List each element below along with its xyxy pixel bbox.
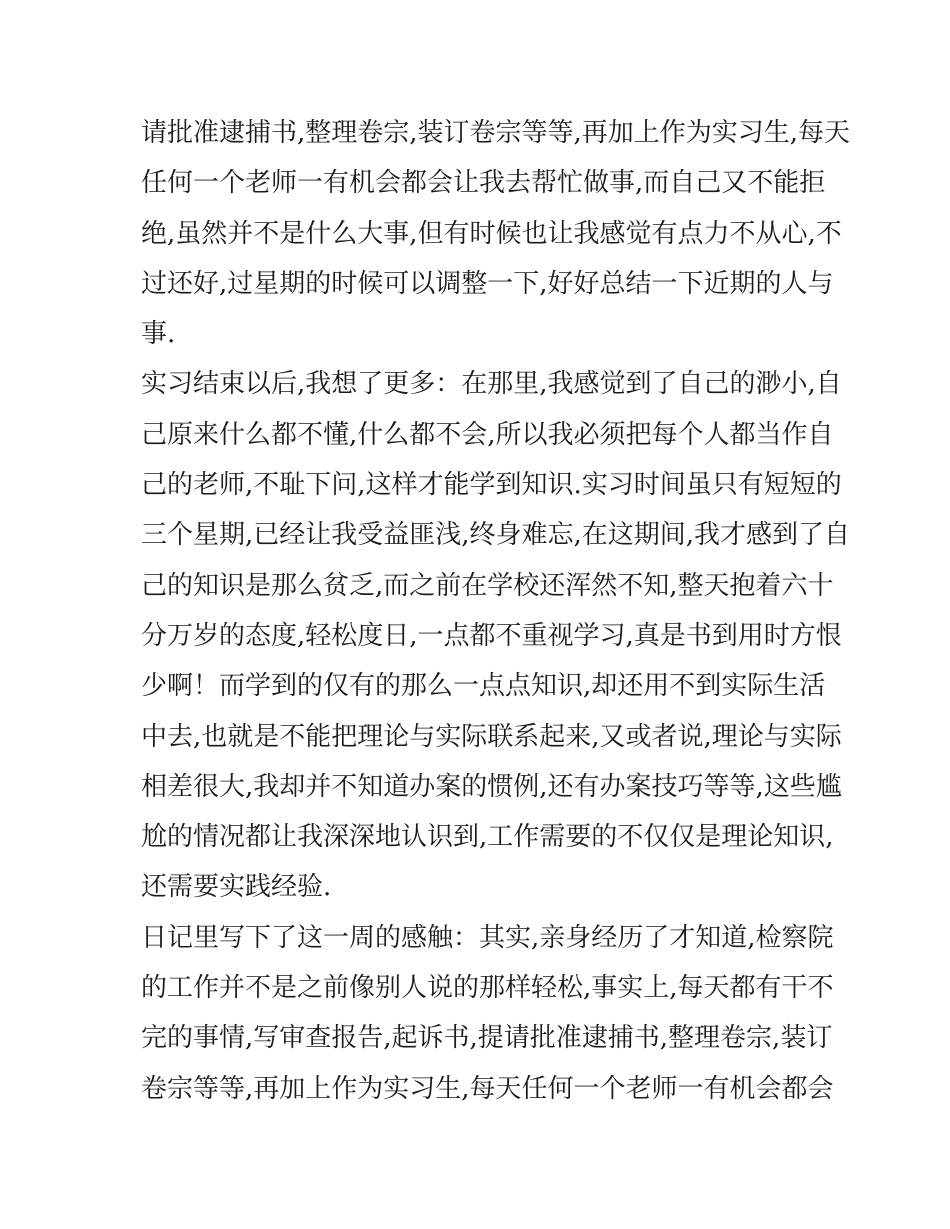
text-line: 尬的情况都让我深深地认识到,工作需要的不仅仅是理论知识, — [141, 822, 834, 853]
text-line: 己的知识是那么贫乏,而之前在学校还浑然不知,整天抱着六十 — [141, 570, 834, 601]
text-line: 少啊！而学到的仅有的那么一点点知识,却还用不到实际生活 — [141, 671, 826, 702]
text-line: 三个星期,已经让我受益匪浅,终身难忘,在这期间,我才感到了自 — [141, 520, 851, 551]
text-line: 己原来什么都不懂,什么都不会,所以我必须把每个人都当作自 — [141, 419, 834, 450]
text-line: 请批准逮捕书,整理卷宗,装订卷宗等等,再加上作为实习生,每天 — [141, 118, 851, 148]
text-line: 中去,也就是不能把理论与实际联系起来,又或者说,理论与实际 — [141, 721, 842, 752]
text-line: 实习结束以后,我想了更多：在那里,我感觉到了自己的渺小,自 — [141, 369, 842, 400]
text-line: 完的事情,写审查报告,起诉书,提请批准逮捕书,整理卷宗,装订 — [141, 1023, 833, 1054]
text-line: 任何一个老师一有机会都会让我去帮忙做事,而自己又不能拒 — [141, 168, 826, 199]
text-line: 己的老师,不耻下问,这样才能学到知识.实习时间虽只有短短的 — [141, 470, 842, 501]
text-line: 还需要实践经验. — [141, 872, 332, 903]
text-line: 绝,虽然并不是什么大事,但有时候也让我感觉有点力不从心,不 — [141, 218, 842, 249]
text-line: 过还好,过星期的时候可以调整一下,好好总结一下近期的人与 — [141, 268, 834, 299]
text-line: 分万岁的态度,轻松度日,一点都不重视学习,真是书到用时方恨 — [141, 620, 842, 651]
body-text — [141, 108, 851, 1114]
text-line: 事. — [141, 319, 176, 350]
text-line: 的工作并不是之前像别人说的那样轻松,事实上,每天都有干不 — [141, 973, 834, 1004]
text-line: 相差很大,我却并不知道办案的惯例,还有办案技巧等等,这些尴 — [141, 771, 842, 802]
text-line: 日记里写下了这一周的感触：其实,亲身经历了才知道,检察院 — [141, 922, 834, 953]
text-line: 卷宗等等,再加上作为实习生,每天任何一个老师一有机会都会 — [141, 1073, 834, 1104]
